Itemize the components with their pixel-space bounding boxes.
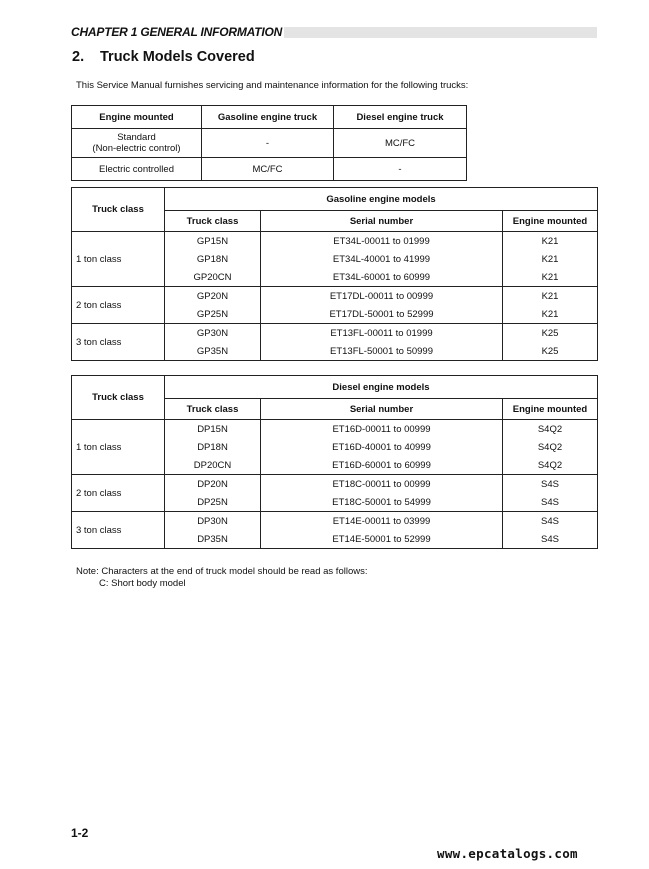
table-header-row — [72, 106, 467, 129]
page-number: 1-2 — [71, 826, 89, 840]
engine-cell: K25 — [503, 324, 598, 343]
truck-class-header: Truck class — [72, 188, 165, 232]
table-row — [72, 232, 598, 251]
section-number: 2. — [72, 49, 85, 65]
serial-cell: ET34L-00011 to 01999 — [261, 232, 503, 251]
engine-cell: S4S — [503, 530, 598, 549]
note-line: Note: Characters at the end of truck model should be read as follows: — [76, 566, 368, 577]
engine-cell: S4Q2 — [503, 456, 598, 475]
table-row — [72, 420, 598, 439]
section-title: Truck Models Covered — [100, 49, 255, 65]
model-cell: DP30N — [165, 512, 261, 531]
engine-cell: S4S — [503, 493, 598, 512]
note-line: C: Short body model — [99, 578, 186, 589]
model-cell: DP18N — [165, 438, 261, 456]
intro-text: This Service Manual furnishes servicing and maintenance information for the following trucks: — [76, 80, 469, 91]
model-cell: GP20CN — [165, 268, 261, 287]
serial-header: Serial number — [261, 399, 503, 420]
model-cell: GP15N — [165, 232, 261, 251]
engine-cell: K21 — [503, 287, 598, 306]
class-cell: 3 ton class — [72, 512, 165, 549]
row-label-line: Standard — [117, 132, 156, 143]
table-row — [72, 324, 598, 343]
table-row — [72, 158, 467, 181]
engine-cell: K21 — [503, 250, 598, 268]
truck-class-header: Truck class — [72, 376, 165, 420]
table-row — [72, 287, 598, 306]
serial-header: Serial number — [261, 211, 503, 232]
class-cell: 1 ton class — [72, 232, 165, 287]
header-cell: Gasoline engine truck — [202, 106, 334, 129]
serial-cell: ET14E-50001 to 52999 — [261, 530, 503, 549]
diesel-models-table — [71, 375, 598, 549]
table-cell: - — [202, 129, 334, 158]
row-label — [72, 129, 202, 158]
engine-cell: S4S — [503, 475, 598, 494]
table-cell: - — [334, 158, 467, 181]
serial-cell: ET16D-60001 to 60999 — [261, 456, 503, 475]
engine-cell: K25 — [503, 342, 598, 361]
table-row — [72, 475, 598, 494]
model-cell: GP25N — [165, 305, 261, 324]
model-cell: DP20N — [165, 475, 261, 494]
class-cell: 2 ton class — [72, 287, 165, 324]
engine-cell: K21 — [503, 268, 598, 287]
engine-cell: S4Q2 — [503, 420, 598, 439]
table-row — [72, 129, 467, 158]
engine-cell: S4Q2 — [503, 438, 598, 456]
model-cell: DP25N — [165, 493, 261, 512]
serial-cell: ET18C-00011 to 00999 — [261, 475, 503, 494]
chapter-title: CHAPTER 1 GENERAL INFORMATION — [71, 25, 283, 39]
header-cell: Engine mounted — [72, 106, 202, 129]
model-cell: GP18N — [165, 250, 261, 268]
model-cell: GP30N — [165, 324, 261, 343]
gasoline-models-table — [71, 187, 598, 361]
serial-cell: ET34L-60001 to 60999 — [261, 268, 503, 287]
model-cell: DP15N — [165, 420, 261, 439]
group-title: Gasoline engine models — [165, 188, 598, 211]
class-cell: 2 ton class — [72, 475, 165, 512]
engine-cell: K21 — [503, 305, 598, 324]
serial-cell: ET17DL-50001 to 52999 — [261, 305, 503, 324]
serial-cell: ET16D-00011 to 00999 — [261, 420, 503, 439]
model-cell: GP35N — [165, 342, 261, 361]
engine-header: Engine mounted — [503, 211, 598, 232]
section-heading — [72, 48, 255, 66]
serial-cell: ET17DL-00011 to 00999 — [261, 287, 503, 306]
row-label: Electric controlled — [72, 158, 202, 181]
note-block — [76, 566, 368, 590]
table-cell: MC/FC — [202, 158, 334, 181]
engine-cell: S4S — [503, 512, 598, 531]
serial-cell: ET13FL-00011 to 01999 — [261, 324, 503, 343]
row-label-line: (Non-electric control) — [92, 143, 181, 154]
model-header: Truck class — [165, 211, 261, 232]
serial-cell: ET34L-40001 to 41999 — [261, 250, 503, 268]
serial-cell: ET14E-00011 to 03999 — [261, 512, 503, 531]
footer-watermark-url: www.epcatalogs.com — [437, 846, 578, 861]
table-row — [72, 512, 598, 531]
engine-header: Engine mounted — [503, 399, 598, 420]
group-title: Diesel engine models — [165, 376, 598, 399]
class-cell: 3 ton class — [72, 324, 165, 361]
engine-mounted-table — [71, 105, 467, 181]
model-cell: DP35N — [165, 530, 261, 549]
engine-cell: K21 — [503, 232, 598, 251]
class-cell: 1 ton class — [72, 420, 165, 475]
serial-cell: ET13FL-50001 to 50999 — [261, 342, 503, 361]
header-cell: Diesel engine truck — [334, 106, 467, 129]
model-cell: GP20N — [165, 287, 261, 306]
model-cell: DP20CN — [165, 456, 261, 475]
serial-cell: ET18C-50001 to 54999 — [261, 493, 503, 512]
serial-cell: ET16D-40001 to 40999 — [261, 438, 503, 456]
table-cell: MC/FC — [334, 129, 467, 158]
model-header: Truck class — [165, 399, 261, 420]
